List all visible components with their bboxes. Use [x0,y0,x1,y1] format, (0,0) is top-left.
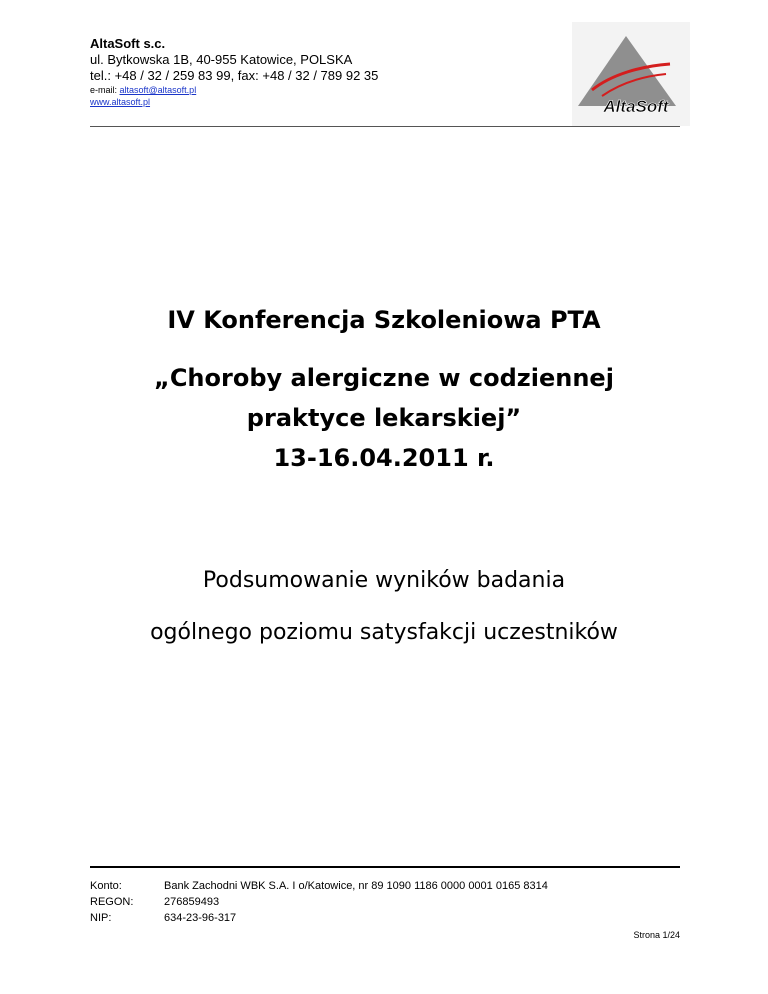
company-address: ul. Bytkowska 1B, 40-955 Katowice, POLSKA [90,52,353,67]
document-subtitle [60,555,708,659]
altasoft-logo [572,22,690,126]
footer [90,878,548,926]
company-phone-fax: tel.: +48 / 32 / 259 83 99, fax: +48 / 32 / 789 92 35 [90,68,379,83]
header-divider [90,126,680,127]
footer-divider [90,866,680,868]
page-number: Strona 1/24 [633,930,680,940]
footer-value: Bank Zachodni WBK S.A. I o/Katowice, nr 89 1090 1186 0000 0001 0165 8314 [164,880,548,892]
footer-label: Konto: [90,880,122,892]
title-line-3: praktyce lekarskiej” [246,404,522,432]
title-line-1: IV Konferencja Szkoleniowa PTA [167,306,601,334]
logo-graphic [572,22,690,126]
title-line-4: 13-16.04.2011 r. [273,444,495,472]
company-name: AltaSoft s.c. [90,36,166,51]
footer-row-konto [90,878,548,894]
subtitle-line-1: Podsumowanie wyników badania [202,568,566,593]
footer-row-nip [90,910,548,926]
logo-text: AltaSoft [603,97,669,116]
email-link[interactable]: altasoft@altasoft.pl [119,85,197,95]
website-link[interactable]: www.altasoft.pl [90,97,151,107]
footer-label: REGON: [90,896,134,908]
title-line-2: „Choroby alergiczne w codziennej [154,364,614,392]
subtitle-line-2: ogólnego poziomu satysfakcji uczestników [150,620,618,645]
footer-value: 276859493 [164,896,220,908]
email-label: e-mail: [90,85,120,95]
document-title [60,300,708,478]
footer-row-regon [90,894,548,910]
footer-label: NIP: [90,912,112,924]
footer-value: 634-23-96-317 [164,912,237,924]
